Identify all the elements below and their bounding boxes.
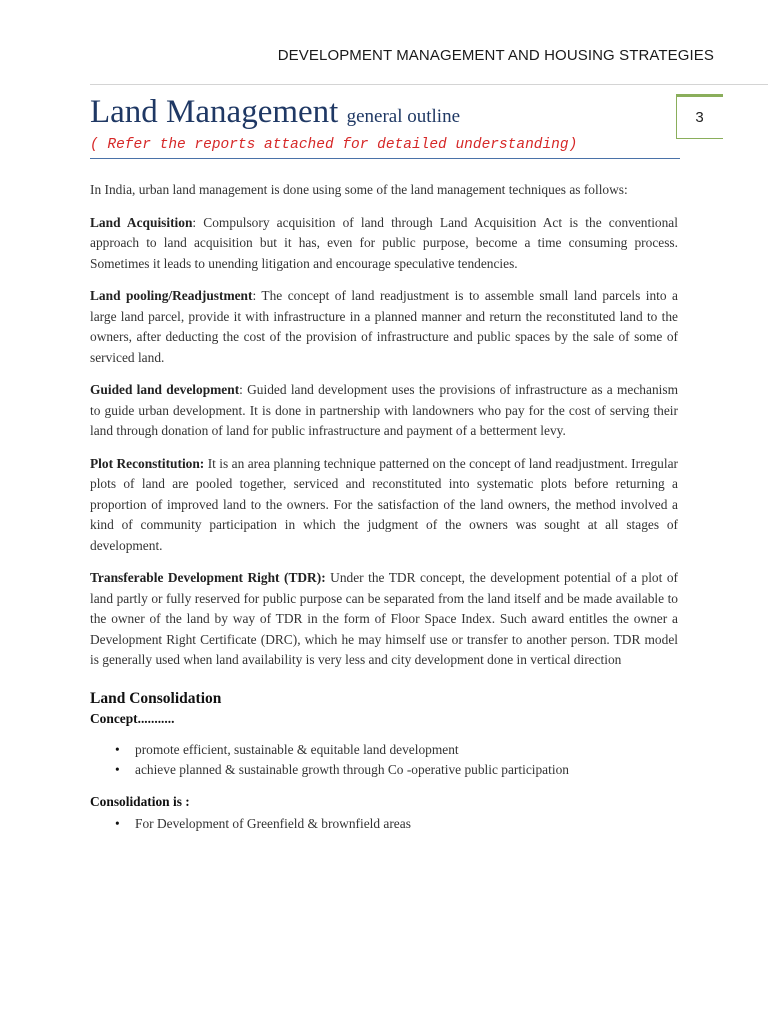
section-text: It is an area planning technique patterned on the concept of land readjustment. Irregular plots of land are pooled together, serviced and reconstituted into systematic plots before returning a proportion of improved land to the owners. For the satisfaction of the land owners, the method involved a kind of community participation in which the judgment of the owners was sought at all stages of development. [90,455,678,553]
section-term: Plot Reconstitution: [90,455,205,471]
page-number: 3 [676,94,723,139]
body-content [90,180,678,846]
list-item: • For Development of Greenfield & brownfield areas [135,814,678,834]
section-term: Land Acquisition [90,214,193,230]
title-rule [90,158,680,159]
title-note: ( Refer the reports attached for detailed understanding) [90,137,578,153]
running-header: DEVELOPMENT MANAGEMENT AND HOUSING STRATEGIES [277,47,714,64]
concept-list [90,740,678,780]
section-term: Land pooling/Readjustment [90,288,253,303]
section-guided-land-development: Guided land development: Guided land development uses the provisions of infrastructure as a mechanism to guide urban development. It is done in partnership with landowners who pay for the cost of serving their land through donation of land for public infrastructure and payment of a betterment levy. [90,382,678,438]
section-tdr [90,568,678,671]
section-term: Guided land development [90,382,240,397]
header-rule [90,84,768,85]
section-text: Compulsory acquisition of land through Land Acquisition Act is the conventional approach to land acquisition but it has, even for public purpose, become a time consuming process. Sometimes it leads to unending litigation and encourage speculative tendencies. [90,214,678,271]
consolidation-is-label: Consolidation is : [90,793,190,809]
page-title [90,92,680,137]
section-plot-reconstitution [90,454,678,557]
title-main: Land Management [90,94,339,130]
consolidation-is-list [90,814,678,834]
list-item: • promote efficient, sustainable & equitable land development [135,740,678,760]
section-text: Guided land development uses the provisions of infrastructure as a mechanism to guide urban development. It is done in partnership with landowners who pay for the cost of serving their land through donation of land for public infrastructure and payment of a betterment levy. [90,382,678,438]
title-block [90,92,680,153]
intro-paragraph: In India, urban land management is done using some of the land management techniques as follows: [90,182,628,197]
list-item: • achieve planned & sustainable growth through Co -operative public participation [135,760,678,780]
concept-label: Concept........... [90,711,175,726]
section-land-pooling: Land pooling/Readjustment: The concept of land readjustment is to assemble small land parcels into a large land parcel, provide it with infrastructure in a planned manner and return the reconstituted land to the owners, after deducting the cost of the provision of infrastructure and public spaces by the sale of some of serviced land. [90,288,679,365]
section-text: The concept of land readjustment is to assemble small land parcels into a large land parcel, provide it with infrastructure in a planned manner and return the reconstituted land to the owners, after deducting the cost of the provision of infrastructure and public spaces by the sale of some of serviced land. [90,288,679,365]
section-text: Under the TDR concept, the development potential of a plot of land partly or fully reserved for public purpose can be separated from the land itself and be made available to the owner of the land by way of TDR in the form of Floor Space Index. Such award entitles the owner a Development Right Certificate (DRC), which he may himself use or transfer to another person. TDR model is generally used when land availability is very less and city development done in vertical direction [90,570,678,667]
section-term: Transferable Development Right (TDR): [90,570,326,585]
consolidation-heading: Land Consolidation [90,689,222,707]
title-subtitle: general outline [346,106,461,127]
section-land-acquisition: Land Acquisition: Compulsory acquisition of land through Land Acquisition Act is the conventional approach to land acquisition but it has, even for public purpose, become a time consuming process. Sometimes it leads to unending litigation and encourage speculative tendencies. [90,214,678,271]
